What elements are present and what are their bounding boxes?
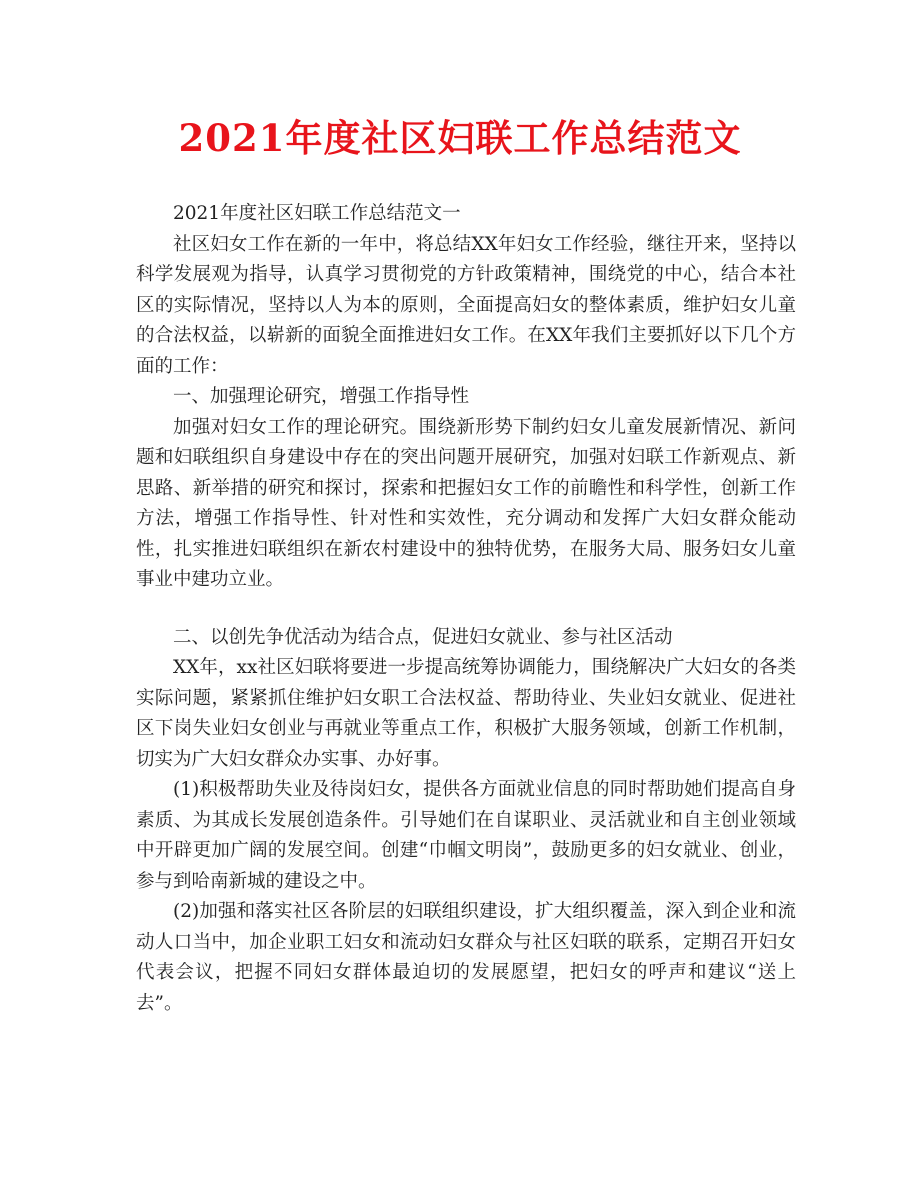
paragraph-intro: 社区妇女工作在新的一年中，将总结XX年妇女工作经验，继往开来，坚持以科学发展观为指导，认真学习贯彻党的方针政策精神，围绕党的中心，结合本社区的实际情况，坚持以人为本的原则，全面提高妇女的整体素质，维护妇女儿童的合法权益，以崭新的面貌全面推进妇女工作。在XX年我们主要抓好以下几个方面的工作： xyxy=(136,233,796,377)
paragraph-gap xyxy=(136,596,796,623)
section-heading-intro: 2021年度社区妇联工作总结范文一 xyxy=(173,203,461,224)
paragraph-item-2: (2)加强和落实社区各阶层的妇联组织建设，扩大组织覆盖，深入到企业和流动人口当中，加企业职工妇女和流动妇女群众与社区妇联的联系，定期召开妇女代表会议，把握不同妇女群体最迫切的发展愿望，把妇女的呼声和建议“送上去”。 xyxy=(136,901,796,1014)
paragraph-item-1: (1)积极帮助失业及待岗妇女，提供各方面就业信息的同时帮助她们提高自身素质、为其成长发展创造条件。引导她们在自谋职业、灵活就业和自主创业领域中开辟更加广阔的发展空间。创建“巾帼文明岗”，鼓励更多的妇女就业、创业，参与到哈南新城的建设之中。 xyxy=(136,779,796,892)
paragraph-theory: 加强对妇女工作的理论研究。围绕新形势下制约妇女儿童发展新情况、新问题和妇联组织自身建设中存在的突出问题开展研究，加强对妇联工作新观点、新思路、新举措的研究和探讨，探索和把握妇女工作的前瞻性和科学性，创新工作方法，增强工作指导性、针对性和实效性，充分调动和发挥广大妇女群众能动性，扎实推进妇联组织在新农村建设中的独特优势，在服务大局、服务妇女儿童事业中建功立业。 xyxy=(136,416,796,590)
document-body xyxy=(136,199,796,1019)
section-heading-1: 一、加强理论研究，增强工作指导性 xyxy=(173,386,470,407)
section-heading-2: 二、以创先争优活动为结合点，促进妇女就业、参与社区活动 xyxy=(173,626,673,648)
document-title: 2021年度社区妇联工作总结范文 xyxy=(178,116,742,160)
paragraph-employment: XX年，xx社区妇联将要进一步提高统筹协调能力，围绕解决广大妇女的各类实际问题，紧紧抓住维护妇女职工合法权益、帮助待业、失业妇女就业、促进社区下岗失业妇女创业与再就业等重点工作，积极扩大服务领域，创新工作机制，切实为广大妇女群众办实事、办好事。 xyxy=(136,657,796,770)
